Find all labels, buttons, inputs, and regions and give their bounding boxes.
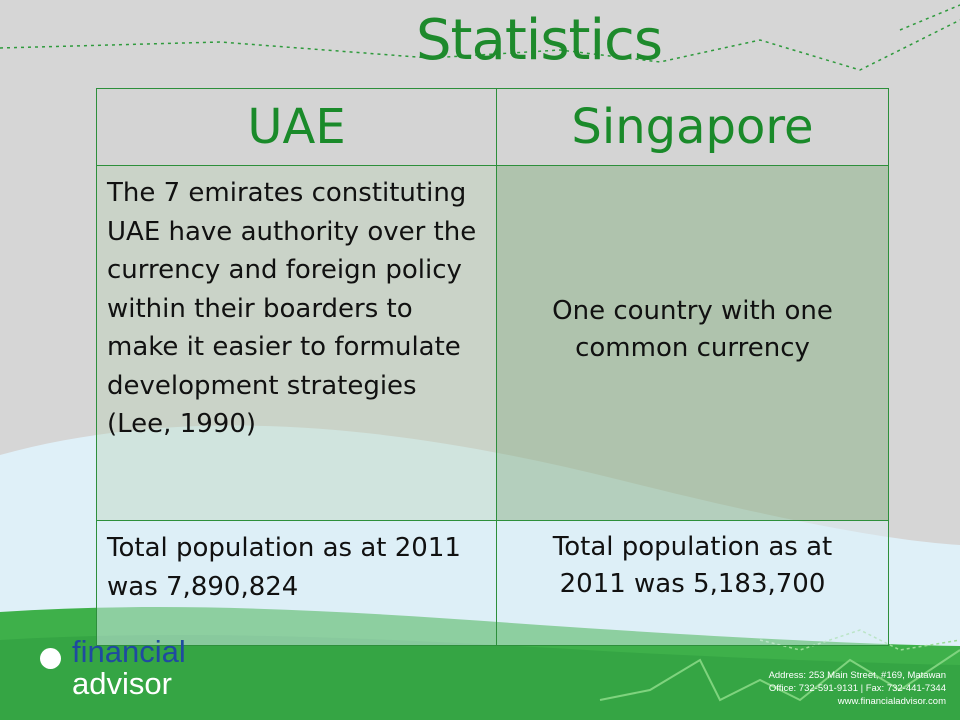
column-header-singapore: Singapore: [497, 89, 889, 166]
uae-governance-text: The 7 emirates constituting UAE have authority over the currency and foreign policy within their boarders to make it easier to formulate development strategies (Lee, 1990): [107, 178, 477, 439]
website-text: www.financialadvisor.com: [837, 696, 946, 707]
address-text: Address: 253 Main Street, #169, Matawan: [768, 670, 946, 681]
table-cell: [97, 521, 497, 646]
column-header-uae: UAE: [97, 89, 497, 166]
contact-info: [769, 669, 946, 708]
logo-line-1: financial: [72, 634, 186, 669]
table-cell: [497, 166, 889, 521]
slide-title: Statistics: [416, 8, 662, 73]
table-cell: [97, 166, 497, 521]
uae-population-text: Total population as at 2011 was 7,890,824: [107, 533, 461, 602]
table-header-row: [97, 89, 889, 166]
office-text: Office: 732-591-9131 | Fax: 732-441-7344: [768, 683, 946, 694]
logo-line-2: advisor: [72, 666, 172, 701]
comparison-table: [96, 88, 889, 646]
logo-dot-icon: [40, 648, 61, 669]
table-row: [97, 521, 889, 646]
table-row: [97, 166, 889, 521]
singapore-population-text: Total population as at 2011 was 5,183,700: [552, 532, 833, 599]
table-cell: [497, 521, 889, 646]
singapore-governance-text: One country with one common currency: [552, 296, 833, 363]
